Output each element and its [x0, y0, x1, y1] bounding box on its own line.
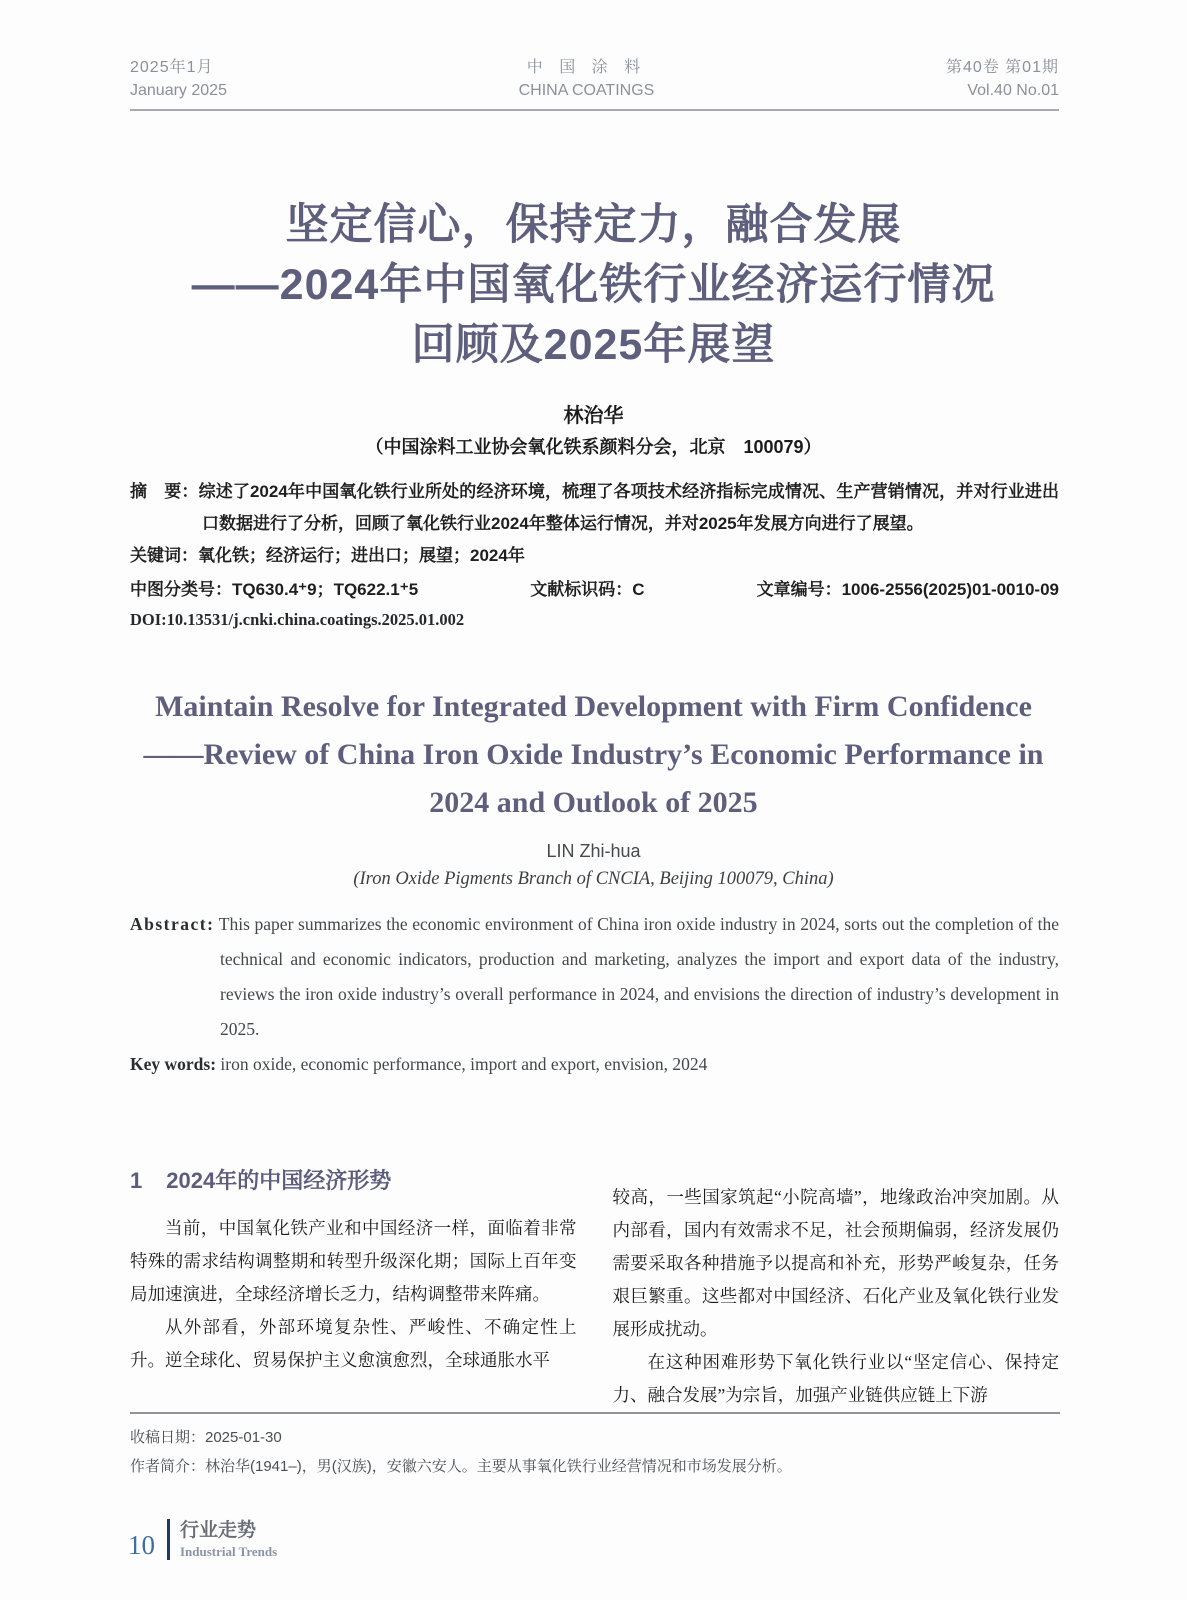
- document-code-value: C: [632, 580, 645, 599]
- keywords-en-text: iron oxide, economic performance, import and export, envision, 2024: [220, 1054, 708, 1074]
- header-date: [130, 56, 227, 102]
- article-title-cn-line2: ——2024年中国氧化铁行业经济运行情况: [191, 261, 996, 309]
- body-paragraph: 在这种困难形势下氧化铁行业以“坚定信心、保持定力、融合发展”为宗旨，加强产业链供应链上下游: [612, 1352, 1059, 1405]
- left-column: [130, 1166, 577, 1402]
- footer-column-en: Industrial Trends: [180, 1544, 278, 1559]
- right-column: [612, 1166, 1060, 1405]
- header-date-en: January 2025: [130, 82, 227, 99]
- page-footer: [128, 1519, 277, 1560]
- clc-number: [130, 578, 418, 601]
- footer-column-info: [180, 1519, 277, 1560]
- keywords-cn-text: 氧化铁；经济运行；进出口；展望；2024年: [198, 546, 525, 565]
- clc-label: 中图分类号：: [130, 580, 232, 599]
- author-cn: 林治华: [563, 405, 624, 427]
- affiliation-cn: （中国涂料工业协会氧化铁系颜料分会，北京 100079）: [365, 437, 822, 457]
- received-date: 收稿日期：2025-01-30: [130, 1429, 282, 1446]
- body-paragraph: 从外部看，外部环境复杂性、严峻性、不确定性上升。逆全球化、贸易保护主义愈演愈烈，全球通胀水平: [130, 1317, 577, 1370]
- article-id-value: 1006-2556(2025)01-0010-09: [841, 580, 1059, 599]
- page-number: 10: [128, 1530, 155, 1560]
- footer-divider-bar: [167, 1519, 170, 1560]
- article-title-en-line1: Maintain Resolve for Integrated Development with Firm Confidence: [155, 690, 1032, 723]
- abstract-cn: [130, 476, 1059, 540]
- keywords-cn-label: 关键词：: [130, 546, 198, 565]
- volume-cn: 第40卷 第01期: [945, 59, 1059, 76]
- abstract-en-label: Abstract:: [130, 914, 215, 934]
- journal-name-en: CHINA COATINGS: [518, 82, 655, 99]
- section-1-heading: [130, 1166, 577, 1196]
- keywords-cn: [130, 540, 1059, 572]
- body-paragraph: 较高，一些国家筑起“小院高墙”，地缘政治冲突加剧。从内部看，国内有效需求不足，社会预期偏弱，经济发展仍需要采取各种措施予以提高和补充，形势严峻复杂，任务艰巨繁重。这些都对中国经济、石化产业及氧化铁行业发展形成扰动。: [612, 1187, 1059, 1339]
- abstract-en-text: This paper summarizes the economic environment of China iron oxide industry in 2024, sorts out the completion of the technical and economic indicators, production and marketing, analyzes the import and export data of the industry, reviews the iron oxide industry’s overall performance in 2024, and envisions the direction of industry’s development in 2025.: [218, 914, 1059, 1039]
- article-title-cn-line1: 坚定信心，保持定力，融合发展: [285, 201, 902, 249]
- header-date-cn: 2025年1月: [130, 59, 214, 76]
- journal-name-cn: 中 国 涂 料: [526, 59, 647, 76]
- abstract-en: [130, 907, 1059, 1047]
- body-paragraph: 当前，中国氧化铁产业和中国经济一样，面临着非常特殊的需求结构调整期和转型升级深化期；国际上百年变局加速演进，全球经济增长乏力，结构调整带来阵痛。: [130, 1218, 577, 1304]
- author-bio: 作者简介：林治华(1941–)，男(汉族)，安徽六安人。主要从事氧化铁行业经营情况和市场发展分析。: [130, 1458, 792, 1475]
- volume-en: Vol.40 No.01: [967, 82, 1059, 99]
- article-title-en: [120, 683, 1067, 827]
- classification-row: [130, 578, 1059, 601]
- keywords-en-label: Key words:: [130, 1054, 217, 1074]
- header-journal-name: [519, 56, 655, 102]
- section-1-title: 2024年的中国经济形势: [166, 1168, 392, 1193]
- article-title-en-line2: ——Review of China Iron Oxide Industry’s Economic Performance in 2024 and Outlook of 2025: [143, 738, 1044, 819]
- affiliation-en: (Iron Oxide Pigments Branch of CNCIA, Beijing 100079, China): [353, 869, 834, 889]
- abstract-cn-text: 综述了2024年中国氧化铁行业所处的经济环境，梳理了各项技术经济指标完成情况、生产营销情况，并对行业进出口数据进行了分析，回顾了氧化铁行业2024年整体运行情况，并对2025年发展方向进行了展望。: [198, 482, 1059, 533]
- author-en: LIN Zhi-hua: [546, 841, 641, 861]
- article-id-label: 文章编号：: [756, 580, 842, 599]
- abstract-cn-label: 摘 要：: [130, 482, 199, 501]
- journal-header: [130, 56, 1059, 111]
- article-title-cn: [90, 195, 1097, 375]
- doi: DOI:10.13531/j.cnki.china.coatings.2025.01.002: [130, 610, 465, 629]
- section-1-number: 1: [130, 1168, 143, 1193]
- footnote: [130, 1412, 1060, 1481]
- keywords-en: [130, 1047, 1059, 1082]
- document-code: [530, 578, 644, 601]
- header-volume: [946, 56, 1059, 102]
- article-title-cn-line3: 回顾及2025年展望: [411, 321, 776, 369]
- document-code-label: 文献标识码：: [530, 580, 633, 599]
- clc-value: TQ630.4⁺9；TQ622.1⁺5: [232, 580, 419, 599]
- footer-column-cn: 行业走势: [180, 1520, 257, 1541]
- article-id: [757, 578, 1059, 601]
- body-columns: [130, 1166, 1059, 1405]
